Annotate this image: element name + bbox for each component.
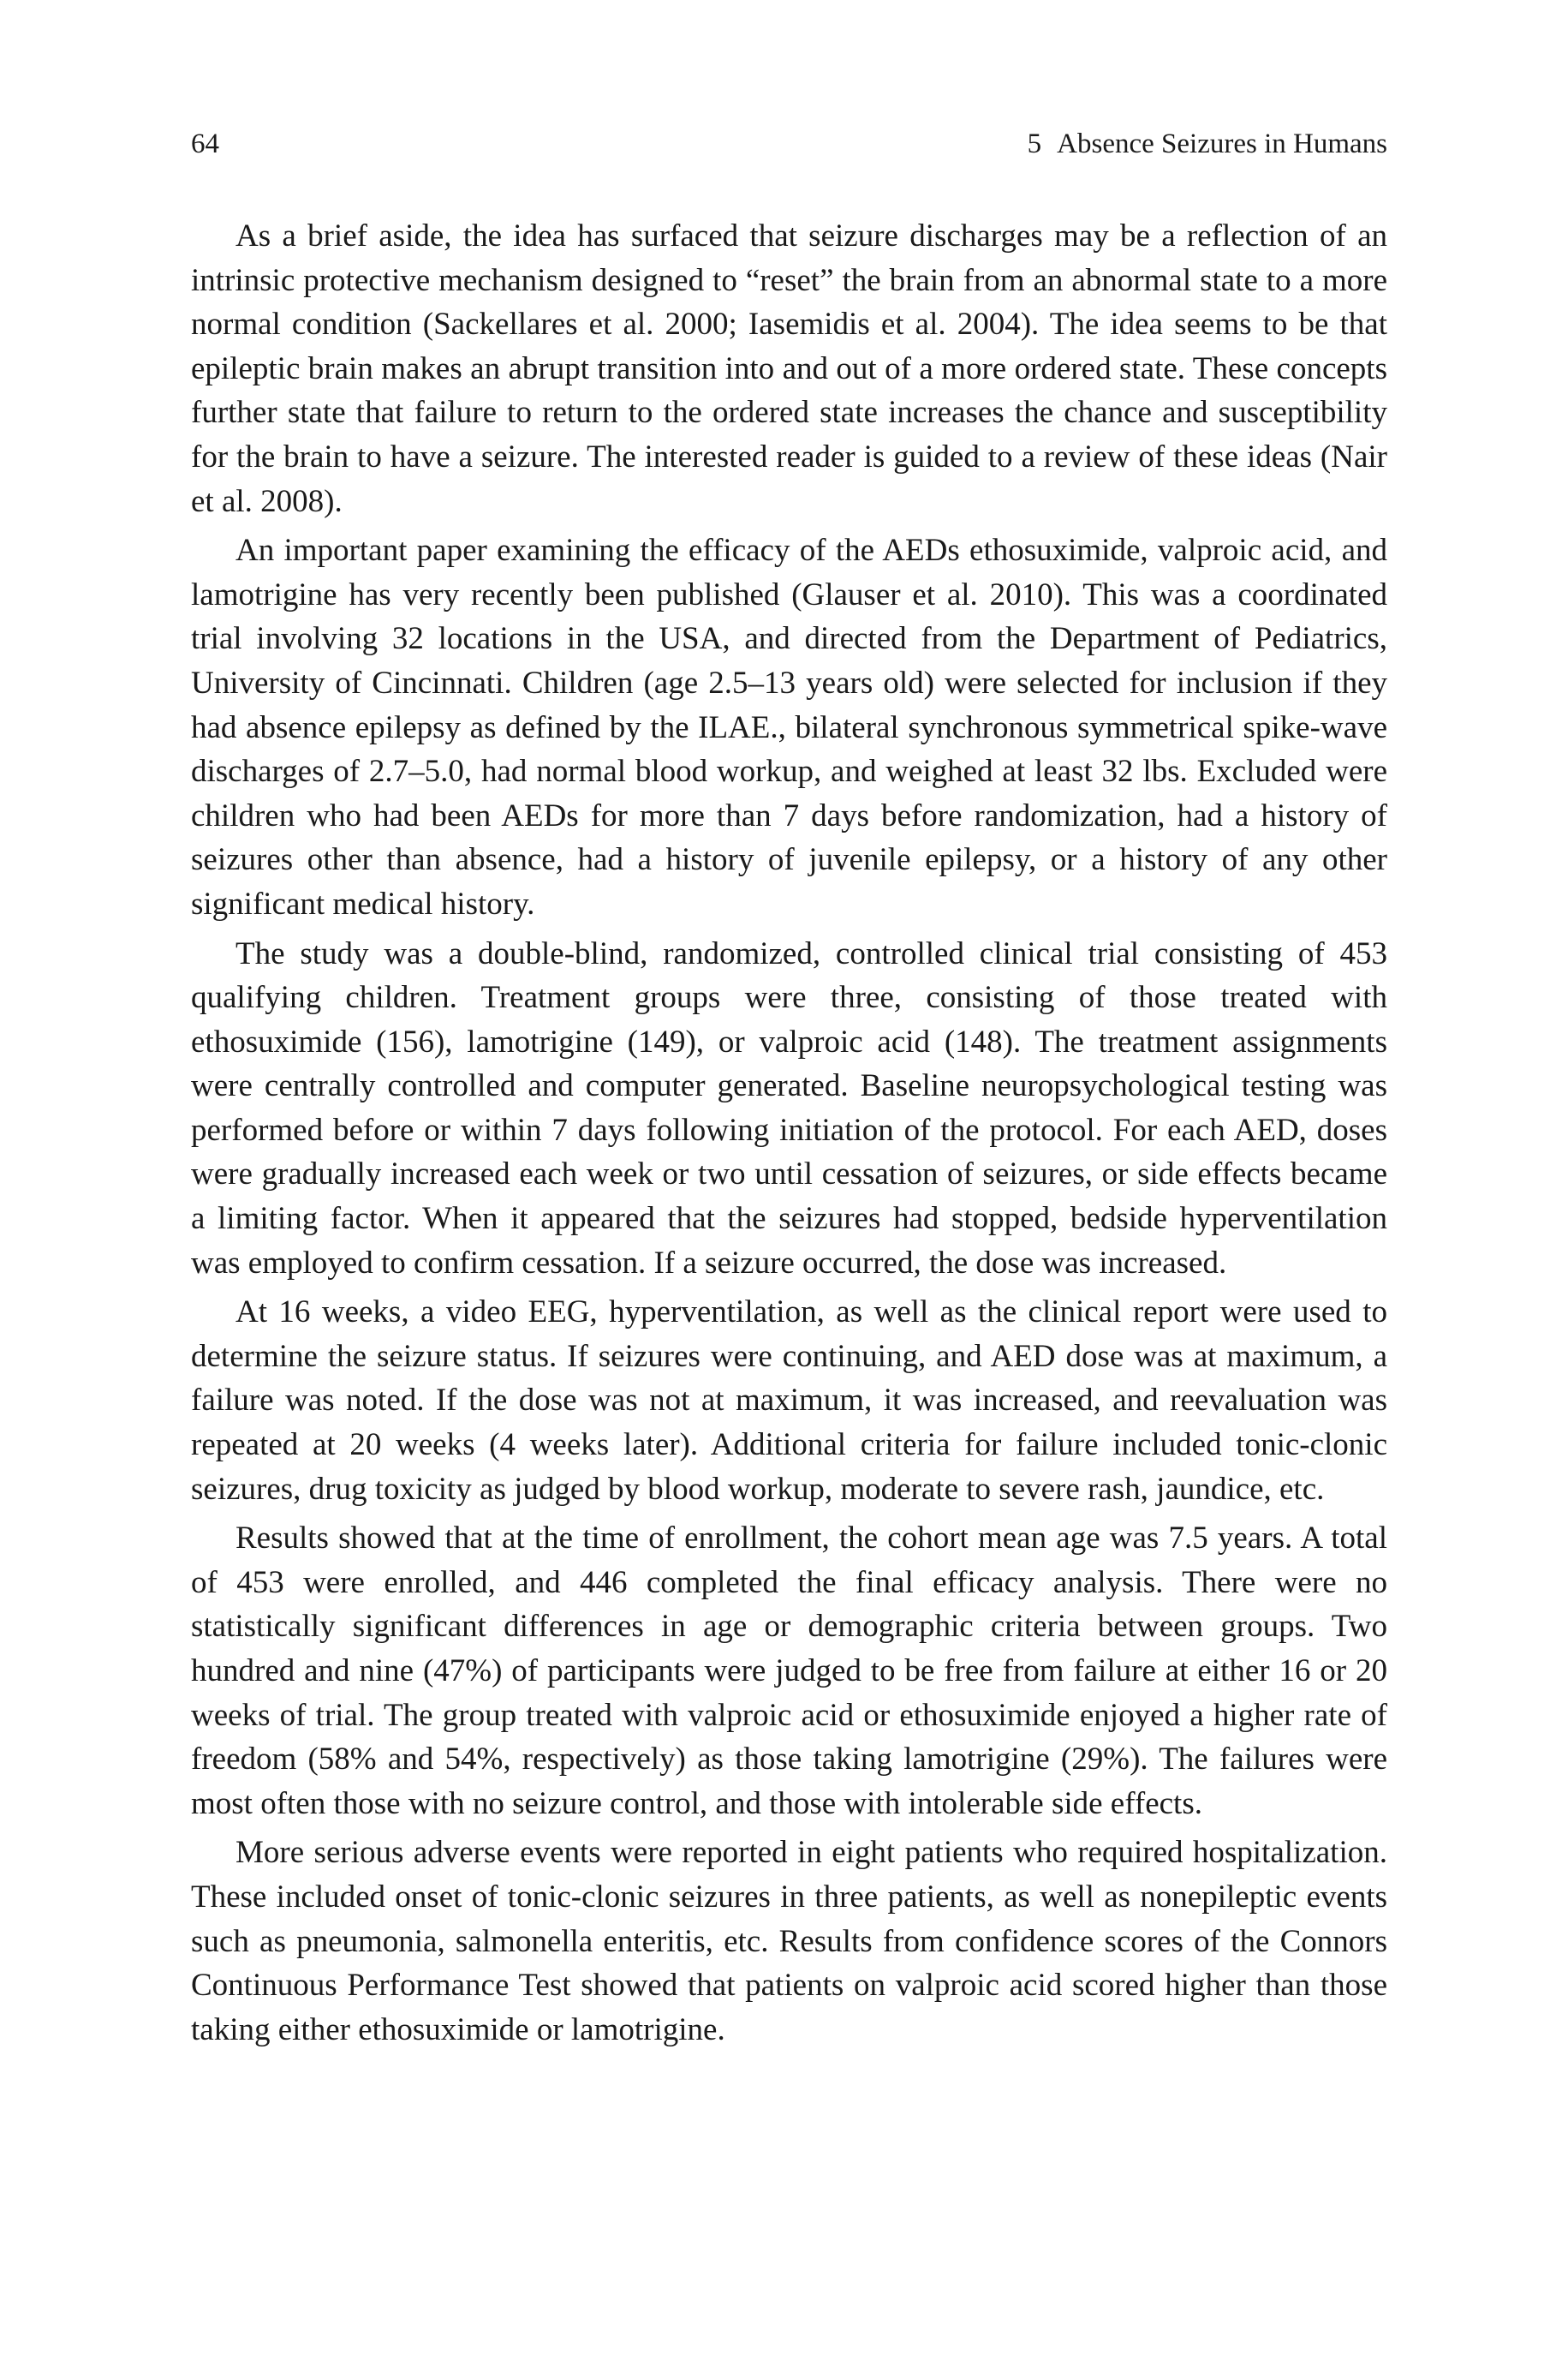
body-text (191, 214, 1387, 2052)
page-number: 64 (191, 128, 219, 159)
paragraph-evaluation: At 16 weeks, a video EEG, hyperventilation, as well as the clinical report were used to determine the seizure status. If seizures were continuing, and AED dose was at maximum, a failure was noted. If the dose was not at maximum, it was increased, and reevaluation was repeated at 20 weeks (4 weeks later). Additional criteria for failure included tonic-clonic seizures, drug toxicity as judged by blood workup, moderate to severe rash, jaundice, etc. (191, 1294, 1387, 1507)
chapter-title: Absence Seizures in Humans (1057, 128, 1387, 159)
paragraph-glauser-study: An important paper examining the efficacy of the AEDs ethosuximide, valproic acid, and lamotrigine has very recently been published (Glauser et al. 2010). This was a coordinated trial involving 32 locations in the USA, and directed from the Department of Pediatrics, University of Cincinnati. Children (age 2.5–13 years old) were selected for inclusion if they had absence epilepsy as defined by the ILAE., bilateral synchronous symmetrical spike-wave discharges of 2.7–5.0, had normal blood workup, and weighed at least 32 lbs. Excluded were children who had been AEDs for more than 7 days before randomization, had a history of seizures other than absence, had a history of juvenile epilepsy, or a history of any other significant medical history. (191, 533, 1387, 922)
paragraph-adverse-events: More serious adverse events were reported in eight patients who required hospitalization. These included onset of tonic-clonic seizures in three patients, as well as nonepileptic events such as pneumonia, salmonella enteritis, etc. Results from confidence scores of the Connors Continuous Performance Test showed that patients on valproic acid scored higher than those taking either ethosuximide or lamotrigine. (191, 1835, 1387, 2047)
paragraph-study-design: The study was a double-blind, randomized, controlled clinical trial consisting of 453 qualifying children. Treatment groups were three, consisting of those treated with ethosuximide (156), lamotrigine (149), or valproic acid (148). The treatment assignments were centrally controlled and computer generated. Baseline neuropsychological testing was performed before or within 7 days following initiation of the protocol. For each AED, doses were gradually increased each week or two until cessation of seizures, or side effects became a limiting factor. When it appeared that the seizures had stopped, bedside hyperventilation was employed to confirm cessation. If a seizure occurred, the dose was increased. (191, 935, 1387, 1281)
running-head (191, 122, 1387, 166)
chapter-number: 5 (1027, 128, 1042, 159)
running-title (1028, 122, 1387, 166)
paragraph-results: Results showed that at the time of enrollment, the cohort mean age was 7.5 years. A total of 453 were enrolled, and 446 completed the final efficacy analysis. There were no statistically significant differences in age or demographic criteria between groups. Two hundred and nine (47%) of participants were judged to be free from failure at either 16 or 20 weeks of trial. The group treated with valproic acid or ethosuximide enjoyed a higher rate of freedom (58% and 54%, respectively) as those taking lamotrigine (29%). The failures were most often those with no seizure control, and those with intolerable side effects. (191, 1521, 1387, 1821)
paragraph-reset-hypothesis: As a brief aside, the idea has surfaced that seizure discharges may be a reflection of an intrinsic protective mechanism designed to “reset” the brain from an abnormal state to a more normal condition (Sackellares et al. 2000; Iasemidis et al. 2004). The idea seems to be that epileptic brain makes an abrupt transition into and out of a more ordered state. These concepts further state that failure to return to the ordered state increases the chance and susceptibility for the brain to have a seizure. The interested reader is guided to a review of these ideas (Nair et al. 2008). (191, 218, 1387, 519)
